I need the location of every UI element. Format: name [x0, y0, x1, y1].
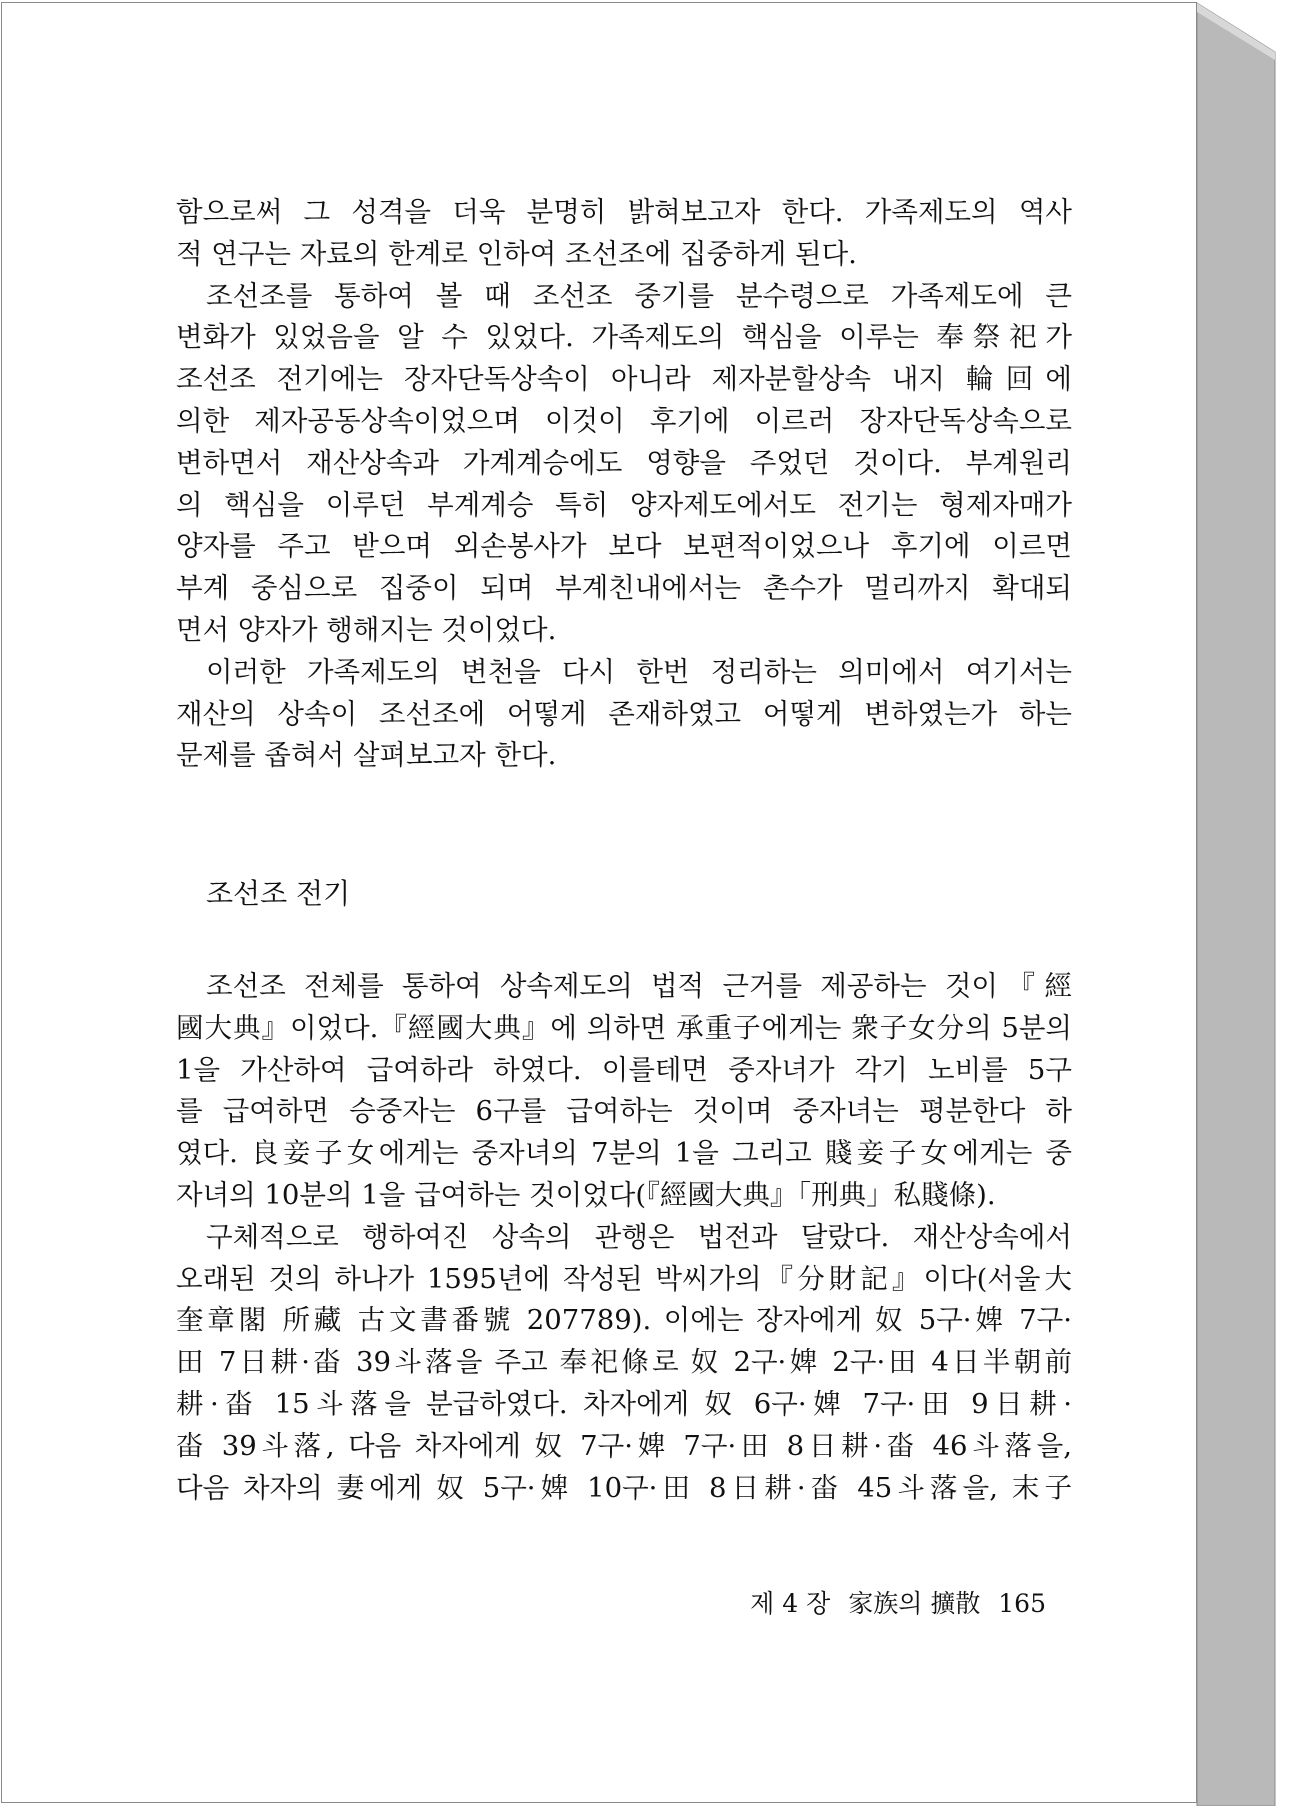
text-line: 이러한 가족제도의 변천을 다시 한번 정리하는 의미에서 여기서는 — [206, 655, 1072, 688]
text-line: 적 연구는 자료의 한계로 인하여 조선조에 집중하게 된다. — [176, 237, 857, 270]
text-line: 면서 양자가 행해지는 것이었다. — [176, 613, 557, 646]
chapter-label: 제 4 장 — [750, 1589, 831, 1618]
text-line: 문제를 좁혀서 살펴보고자 한다. — [176, 739, 557, 772]
text-line: 田 7日耕·畓 39斗落을 주고 奉祀條로 奴 2구·婢 2구·田 4日半朝前 — [176, 1346, 1072, 1379]
text-line: 자녀의 10분의 1을 급여하는 것이었다(『經國大典』「刑典」私賤條). — [176, 1178, 996, 1211]
text-line: 奎章閣 所藏 古文書番號 207789). 이에는 장자에게 奴 5구·婢 7구· — [176, 1304, 1072, 1337]
text-line: 였다. 良妾子女에게는 중자녀의 7분의 1을 그리고 賤妾子女에게는 중 — [176, 1137, 1072, 1170]
page-number: 165 — [998, 1589, 1046, 1618]
text-line: 재산의 상속이 조선조에 어떻게 존재하였고 어떻게 변하였는가 하는 — [176, 697, 1072, 730]
text-line: 조선조 전체를 통하여 상속제도의 법적 근거를 제공하는 것이『經 — [206, 970, 1072, 1002]
text-line: 國大典』이었다.『經國大典』에 의하면 承重子에게는 衆子女分의 5분의 — [176, 1011, 1072, 1044]
text-line: 양자를 주고 받으며 외손봉사가 보다 보편적이었으나 후기에 이르면 — [176, 530, 1072, 563]
text-line: 다음 차자의 妻에게 奴 5구·婢 10구·田 8日耕·畓 45斗落을, 末子 — [176, 1471, 1072, 1504]
chapter-title: 家族의 擴散 — [848, 1589, 981, 1618]
text-line: 의한 제자공동상속이었으며 이것이 후기에 이르러 장자단독상속으로 — [176, 404, 1072, 437]
text-line: 1을 가산하여 급여하라 하였다. 이를테면 중자녀가 각기 노비를 5구 — [176, 1053, 1072, 1086]
text-line: 부계 중심으로 집중이 되며 부계친내에서는 촌수가 멀리까지 확대되 — [176, 572, 1072, 605]
page-footer — [740, 1584, 1046, 1620]
text-line: 함으로써 그 성격을 더욱 분명히 밝혀보고자 한다. 가족제도의 역사 — [176, 196, 1072, 228]
text-line: 耕·畓 15斗落을 분급하였다. 차자에게 奴 6구·婢 7구·田 9日耕· — [176, 1387, 1072, 1420]
text-line: 변화가 있었음을 알 수 있었다. 가족제도의 핵심을 이루는 奉祭祀가 — [176, 321, 1072, 354]
text-line: 의 핵심을 이루던 부계계승 특히 양자제도에서도 전기는 형제자매가 — [176, 488, 1072, 521]
section-heading: 조선조 전기 — [206, 877, 351, 910]
text-line: 오래된 것의 하나가 1595년에 작성된 박씨가의『分財記』이다(서울大 — [176, 1262, 1072, 1295]
text-line: 조선조를 통하여 볼 때 조선조 중기를 분수령으로 가족제도에 큰 — [206, 279, 1072, 312]
text-line: 를 급여하면 승중자는 6구를 급여하는 것이며 중자녀는 평분한다 하 — [176, 1095, 1072, 1128]
body-text-top — [176, 192, 1072, 777]
text-line: 畓 39斗落, 다음 차자에게 奴 7구·婢 7구·田 8日耕·畓 46斗落을, — [176, 1429, 1072, 1462]
text-line: 변하면서 재산상속과 가계계승에도 영향을 주었던 것이다. 부계원리 — [176, 446, 1072, 479]
text-line: 조선조 전기에는 장자단독상속이 아니라 제자분할상속 내지 輪回에 — [176, 363, 1072, 396]
body-text-bottom — [176, 966, 1072, 1509]
text-line: 구체적으로 행하여진 상속의 관행은 법전과 달랐다. 재산상속에서 — [206, 1220, 1072, 1253]
